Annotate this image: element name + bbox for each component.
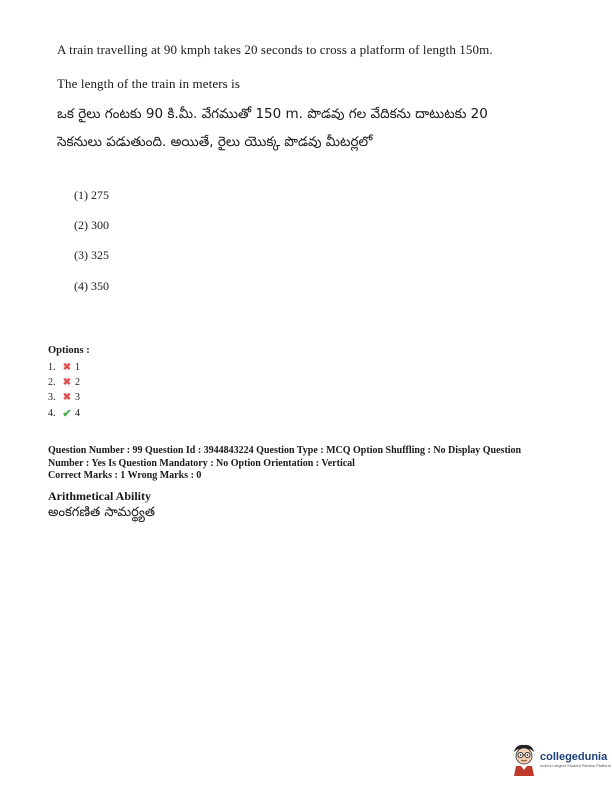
option-value: 2 <box>75 377 80 388</box>
metadata-line: Number : Yes Is Question Mandatory : No Option Orientation : Vertical <box>48 457 355 469</box>
metadata-line: Correct Marks : 1 Wrong Marks : 0 <box>48 470 202 481</box>
brand-tagline: India's Largest Student Review Platform <box>540 762 612 768</box>
choice-1: (1) 275 <box>74 188 109 202</box>
collegedunia-logo <box>510 742 611 776</box>
check-icon: ✔ <box>62 408 72 420</box>
option-value: 1 <box>75 362 80 373</box>
brand-name: collegedunia <box>540 750 608 763</box>
question-text-telugu-line1: ఒక రైలు గంటకు 90 కి.మీ. వేగముతో 150 m. పొడవు గల వేదికను దాటుటకు 20 <box>57 106 488 122</box>
option-value: 3 <box>75 392 80 403</box>
option-number: 2. <box>48 377 56 388</box>
option-row <box>48 392 80 403</box>
cross-icon: ✖ <box>62 362 72 373</box>
option-row <box>48 362 80 373</box>
option-row <box>48 407 80 420</box>
section-title-telugu: అంకగణిత సామర్థ్యత <box>48 505 156 520</box>
choice-4: (4) 350 <box>74 279 109 293</box>
metadata-line: Question Number : 99 Question Id : 3944843224 Question Type : MCQ Option Shuffling : No Display Question <box>48 445 522 456</box>
option-value: 4 <box>75 408 80 419</box>
question-text-english-line1: A train travelling at 90 kmph takes 20 seconds to cross a platform of length 150m. <box>57 42 493 57</box>
mascot-icon <box>510 742 538 776</box>
question-metadata <box>48 445 588 483</box>
choice-2: (2) 300 <box>74 218 109 232</box>
option-number: 4. <box>48 408 56 419</box>
question-text-telugu-line2: సెకనులు పడుతుంది. అయితే, రైలు యొక్క పొడవు మీటర్లలో <box>57 134 373 150</box>
options-title: Options : <box>48 345 90 356</box>
cross-icon: ✖ <box>62 377 72 388</box>
option-number: 1. <box>48 362 56 373</box>
section-title-english: Arithmetical Ability <box>48 489 151 503</box>
option-number: 3. <box>48 392 56 403</box>
option-row <box>48 377 80 388</box>
cross-icon: ✖ <box>62 392 72 403</box>
question-text-english-line2: The length of the train in meters is <box>57 76 241 91</box>
choice-3: (3) 325 <box>74 248 109 262</box>
